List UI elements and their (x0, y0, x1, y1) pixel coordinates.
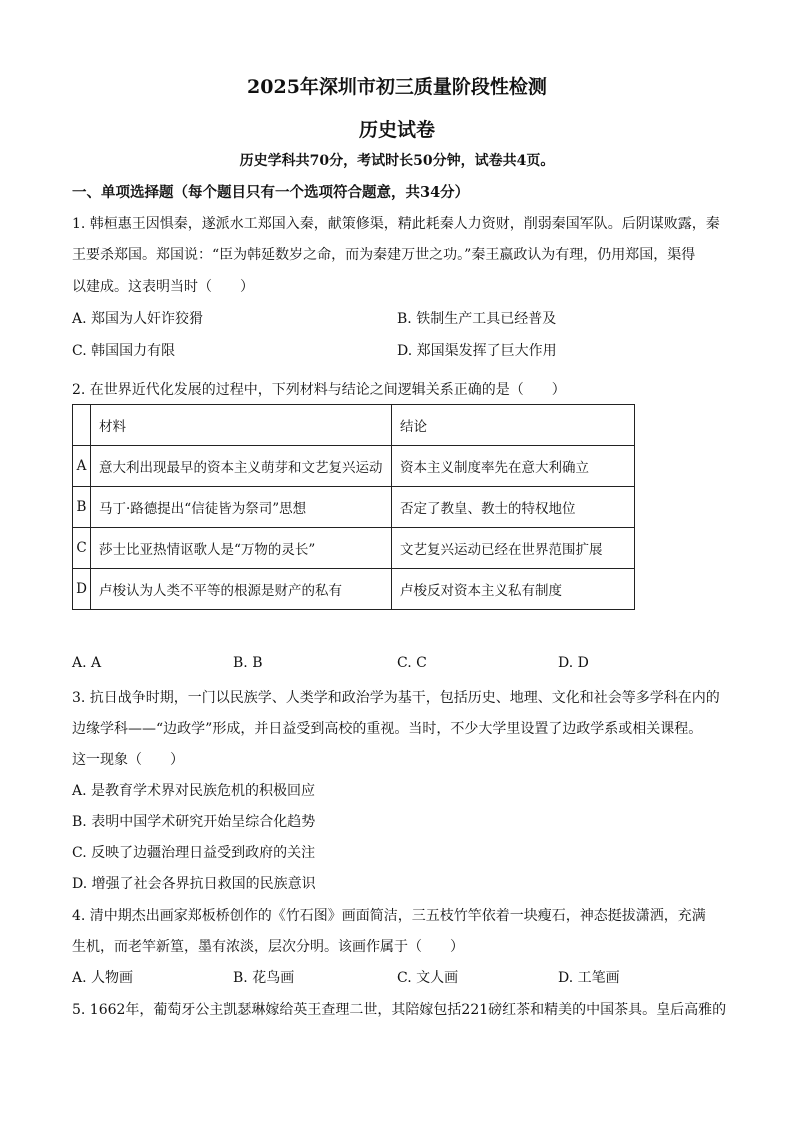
question-1-line-3: 以建成。这表明当时（ ） (72, 279, 254, 295)
question-5-line-1: 5. 1662年，葡萄牙公主凯瑟琳嫁给英王查理二世，其陪嫁包括221磅红茶和精美的中国茶具。皇后高雅的 (72, 1002, 727, 1018)
table-header-cell (73, 405, 91, 446)
question-4-line-2: 生机，而老竿新篁，墨有浓淡，层次分明。该画作属于（ ） (72, 939, 464, 955)
table-cell: D (73, 569, 91, 610)
table-row (73, 446, 635, 487)
table-row (73, 569, 635, 610)
table-cell: 莎士比亚热情讴歌人是“万物的灵长” (91, 528, 392, 569)
question-3-option-b[interactable]: B. 表明中国学术研究开始呈综合化趋势 (72, 814, 316, 830)
question-2-option-c[interactable]: C. C (397, 655, 427, 671)
table-header-cell: 结论 (392, 405, 635, 446)
question-2-stem: 2. 在世界近代化发展的过程中，下列材料与结论之间逻辑关系正确的是（ ） (72, 382, 566, 398)
table-cell: 否定了教皇、教士的特权地位 (392, 487, 635, 528)
question-2-option-a[interactable]: A. A (72, 655, 102, 671)
question-4-line-1: 4. 清中期杰出画家郑板桥创作的《竹石图》画面简洁，三五枝竹竿依着一块瘦石，神态挺拔潇洒，充满 (72, 908, 706, 924)
question-1-line-2: 王要杀郑国。郑国说：“臣为韩延数岁之命，而为秦建万世之功。”秦王嬴政认为有理，仍用郑国，渠得 (72, 247, 696, 263)
question-4-option-d[interactable]: D. 工笔画 (558, 970, 620, 986)
table-cell: 马丁·路德提出“信徒皆为祭司”思想 (91, 487, 392, 528)
question-4-option-b[interactable]: B. 花鸟画 (233, 970, 295, 986)
question-3-line-2: 边缘学科——“边政学”形成，并日益受到高校的重视。当时，不少大学里设置了边政学系或相关课程。 (72, 721, 703, 737)
question-3-option-c[interactable]: C. 反映了边疆治理日益受到政府的关注 (72, 845, 316, 861)
question-3-option-d[interactable]: D. 增强了社会各界抗日救国的民族意识 (72, 876, 316, 892)
question-4-option-c[interactable]: C. 文人画 (397, 970, 459, 986)
question-1-option-a[interactable]: A. 郑国为人奸诈狡猾 (72, 311, 204, 327)
table-cell: B (73, 487, 91, 528)
table-cell: 文艺复兴运动已经在世界范围扩展 (392, 528, 635, 569)
exam-title: 2025年深圳市初三质量阶段性检测 (247, 76, 547, 98)
table-cell: A (73, 446, 91, 487)
exam-info: 历史学科共70分，考试时长50分钟，试卷共4页。 (239, 153, 555, 169)
table-row (73, 487, 635, 528)
question-3-option-a[interactable]: A. 是教育学术界对民族危机的积极回应 (72, 783, 316, 799)
exam-subtitle: 历史试卷 (358, 119, 435, 141)
question-4-option-a[interactable]: A. 人物画 (72, 970, 134, 986)
question-2-option-d[interactable]: D. D (558, 655, 589, 671)
section-heading: 一、单项选择题（每个题目只有一个选项符合题意，共34分） (72, 184, 470, 201)
question-2-table (72, 404, 635, 610)
question-3-line-1: 3. 抗日战争时期，一门以民族学、人类学和政治学为基干，包括历史、地理、文化和社会等多学科在内的 (72, 690, 720, 706)
table-header-cell: 材料 (91, 405, 392, 446)
question-3-line-3: 这一现象（ ） (72, 752, 184, 768)
table-row (73, 528, 635, 569)
question-2-option-b[interactable]: B. B (233, 655, 263, 671)
question-1-option-d[interactable]: D. 郑国渠发挥了巨大作用 (397, 343, 557, 359)
table-cell: 卢梭反对资本主义私有制度 (392, 569, 635, 610)
question-1-option-b[interactable]: B. 铁制生产工具已经普及 (397, 311, 557, 327)
question-1-line-1: 1. 韩桓惠王因惧秦，遂派水工郑国入秦，献策修渠，精此耗秦人力资财，削弱秦国军队。后阴谋败露，秦 (72, 216, 720, 232)
table-cell: 卢梭认为人类不平等的根源是财产的私有 (91, 569, 392, 610)
question-1-option-c[interactable]: C. 韩国国力有限 (72, 343, 176, 359)
table-header-row (73, 405, 635, 446)
table-cell: C (73, 528, 91, 569)
table-cell: 资本主义制度率先在意大利确立 (392, 446, 635, 487)
table-cell: 意大利出现最早的资本主义萌芽和文艺复兴运动 (91, 446, 392, 487)
